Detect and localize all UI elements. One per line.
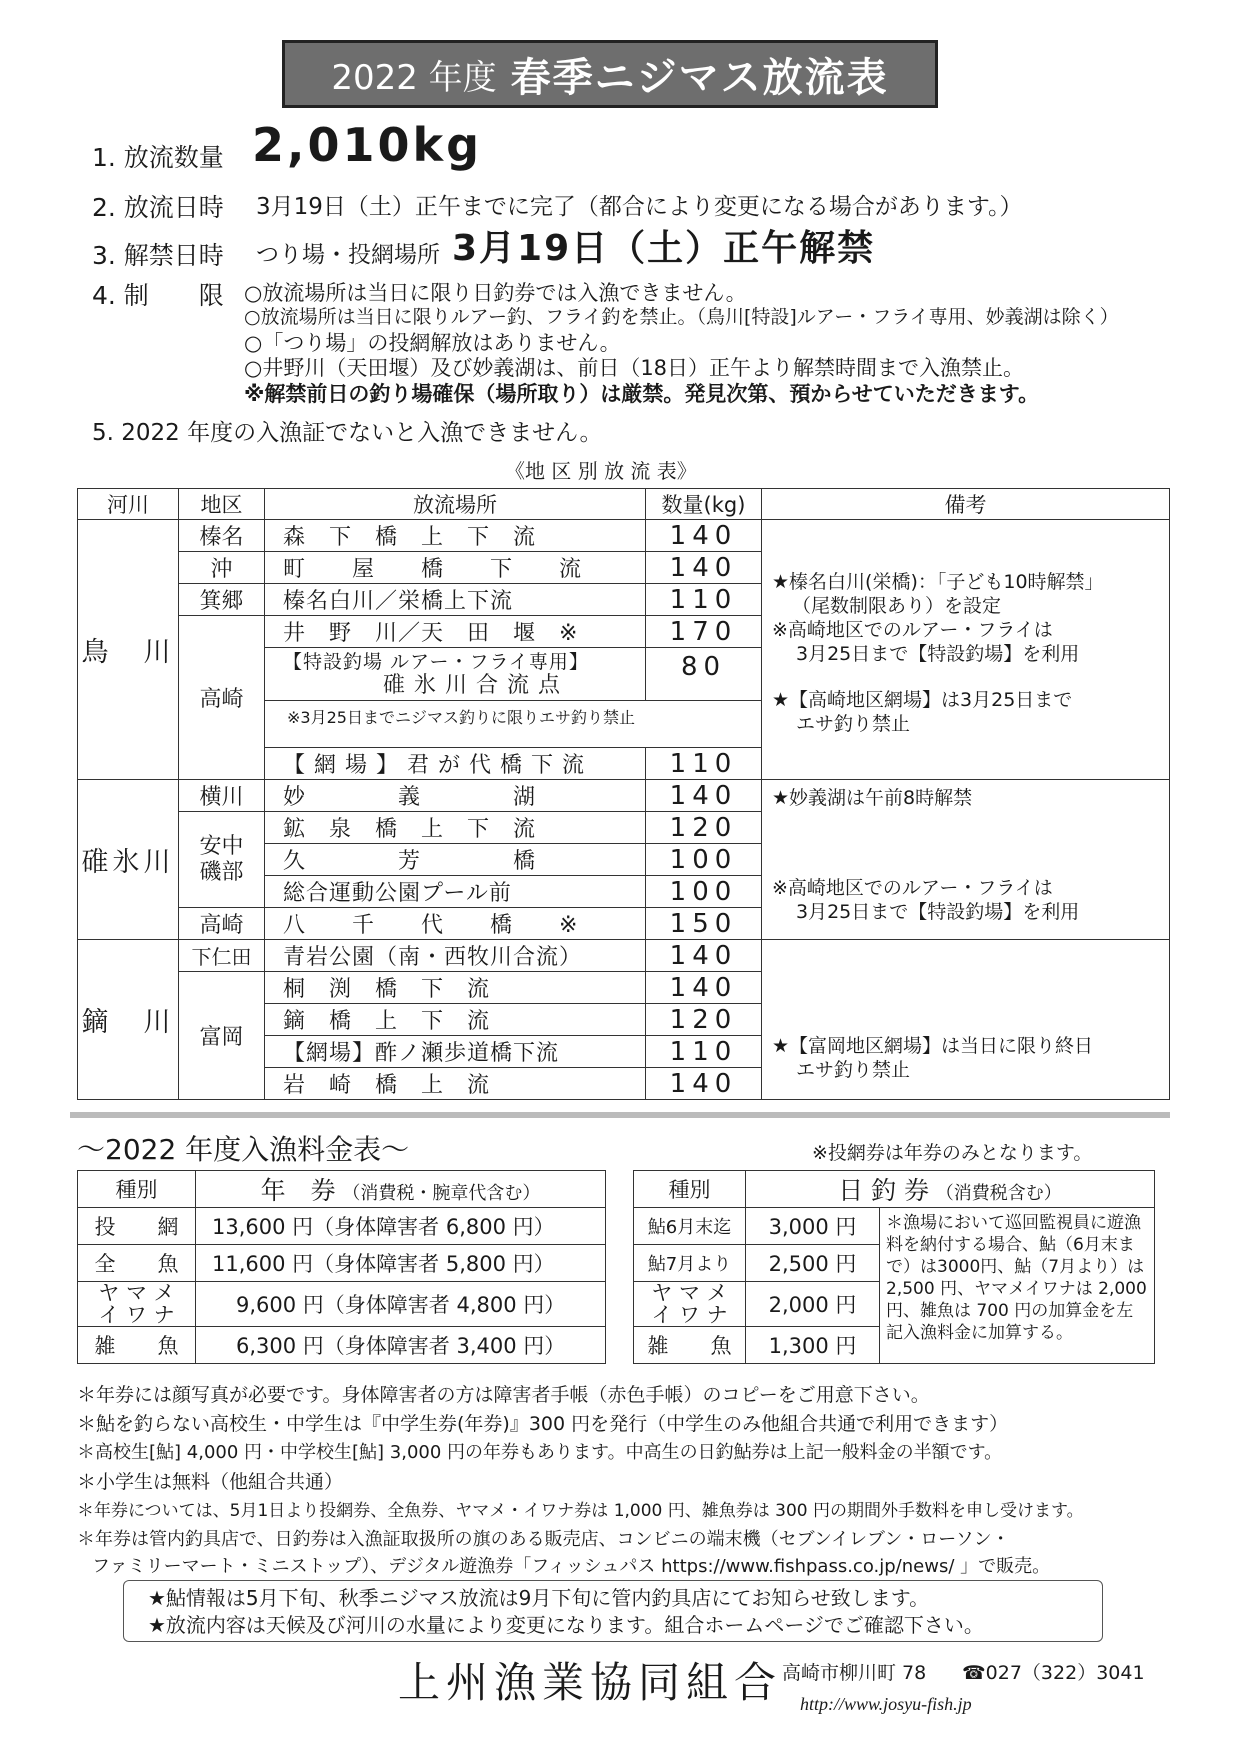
notes-kabura: [762, 940, 1170, 1100]
area-cell: 高崎: [179, 908, 265, 940]
fee-price: 2,500 円: [746, 1245, 880, 1282]
header-river: 河川: [78, 489, 179, 520]
fee-type: 雑 魚: [634, 1327, 746, 1364]
restriction-2: ○放流場所は当日に限りルアー釣、フライ釣を禁止。（鳥川[特設]ルアー・フライ専用、妙義湖は除く）: [244, 306, 1119, 328]
place-cell: 久 芳 橋: [265, 844, 646, 876]
restriction-1: ○放流場所は当日に限り日釣券では入漁できません。: [244, 281, 747, 305]
place-cell: 【 網 場 】 君 が 代 橋 下 流: [265, 748, 646, 780]
header-annual: [196, 1171, 606, 1208]
place-cell: [265, 648, 646, 701]
note-line: エサ釣り禁止: [796, 1059, 911, 1081]
qty-cell: 110: [646, 584, 762, 616]
fee-price: 1,300 円: [746, 1327, 880, 1364]
qty-cell: 120: [646, 812, 762, 844]
place-cell: 桐 渕 橋 下 流: [265, 972, 646, 1004]
organization-url[interactable]: http://www.josyu-fish.jp: [800, 1694, 972, 1714]
fee-heading: 〜2022 年度入漁料金表〜: [77, 1133, 410, 1166]
qty-cell: 140: [646, 520, 762, 552]
place-cell: 八 千 代 橋 ※: [265, 908, 646, 940]
table-row: [78, 520, 1170, 552]
qty-cell: 110: [646, 748, 762, 780]
place-cell: 町 屋 橋 下 流: [265, 552, 646, 584]
special-note: ※3月25日までニジマス釣りに限りエサ釣り禁止: [265, 701, 762, 732]
notes-usui: [762, 780, 1170, 940]
river-usui: 碓氷川: [78, 780, 179, 940]
organization-name: 上州漁業協同組合: [398, 1658, 783, 1707]
restriction-4: ○井野川（天田堰）及び妙義湖は、前日（18日）正午より解禁時間まで入漁禁止。: [244, 356, 1025, 380]
header-type: 種別: [634, 1171, 746, 1208]
note-line: ※高崎地区でのルアー・フライは: [772, 619, 1053, 641]
qty-cell: 100: [646, 876, 762, 908]
fee-type: 全 魚: [78, 1245, 196, 1282]
qty-cell: 110: [646, 1036, 762, 1068]
note-line: エサ釣り禁止: [796, 713, 911, 735]
annual-title: 年 券: [260, 1176, 336, 1205]
page-title: 春季ニジマス放流表: [510, 54, 889, 101]
restriction-5: ※解禁前日の釣り場確保（場所取り）は厳禁。発見次第、預からせていただきます。: [244, 382, 1040, 406]
release-table: [77, 488, 1170, 1100]
qty-cell: 100: [646, 844, 762, 876]
header-type: 種別: [78, 1171, 196, 1208]
daily-fee-note: ＊漁場において巡回監視員に遊漁料を納付する場合、鮎（6月末まで）は3000円、鮎（7月より）は 2,500 円、ヤマメイワナは 2,000 円、雑魚は 700 円の加算金を左記入漁料金に加算する。: [880, 1208, 1155, 1364]
fee-type: 鮎7月より: [634, 1245, 746, 1282]
table-header-row: [634, 1171, 1155, 1208]
area-cell: 高崎: [179, 616, 265, 780]
note-line: ★妙義湖は午前8時解禁: [772, 787, 973, 809]
district-caption: 《地 区 別 放 流 表》: [505, 459, 697, 483]
header-notes: 備考: [762, 489, 1170, 520]
place-cell: 鉱 泉 橋 上 下 流: [265, 812, 646, 844]
qty-cell: 140: [646, 1068, 762, 1100]
table-row: [78, 1208, 606, 1245]
item-1-label: 1. 放流数量: [92, 143, 224, 172]
item-2-label: 2. 放流日時: [92, 193, 224, 222]
fee-type: ヤ マ メ イ ワ ナ: [78, 1282, 196, 1327]
place-cell: 青岩公園（南・西牧川合流）: [265, 940, 646, 972]
notes-karasu: [762, 520, 1170, 780]
header-place: 放流場所: [265, 489, 646, 520]
info-line: ★放流内容は天候及び河川の水量により変更になります。組合ホームページでご確認下さい。: [148, 1613, 984, 1637]
note-line: ★【高崎地区網場】は3月25日まで: [772, 689, 1073, 711]
header-qty: 数量(kg): [646, 489, 762, 520]
place-cell: 総合運動公園プール前: [265, 876, 646, 908]
river-kabura: 鏑 川: [78, 940, 179, 1100]
footnote: ＊小学生は無料（他組合共通）: [77, 1471, 344, 1493]
fee-type: 雑 魚: [78, 1327, 196, 1364]
place-cell: 榛名白川／栄橋上下流: [265, 584, 646, 616]
daily-fee-table: [633, 1170, 1155, 1364]
table-row: [78, 780, 1170, 812]
place-line: 碓 氷 川 合 流 点: [383, 673, 561, 698]
header-area: 地区: [179, 489, 265, 520]
restriction-3: ○「つり場」の投網解放はありません。: [244, 331, 621, 355]
release-amount: 2,010kg: [252, 118, 483, 172]
item-5: 5. 2022 年度の入漁証でないと入漁できません。: [92, 420, 603, 446]
table-row: [78, 1282, 606, 1327]
daily-subtitle: （消費税含む）: [935, 1183, 1062, 1204]
place-cell: 井 野 川／天 田 堰 ※: [265, 616, 646, 648]
area-cell: 横川: [179, 780, 265, 812]
fee-price: 2,000 円: [746, 1282, 880, 1327]
fee-price: 3,000 円: [746, 1208, 880, 1245]
title-banner: [282, 40, 938, 108]
place-cell: 妙 義 湖: [265, 780, 646, 812]
title-year: 2022 年度: [331, 57, 497, 98]
qty-cell: 140: [646, 780, 762, 812]
qty-cell: 170: [646, 616, 762, 648]
table-header-row: [78, 1171, 606, 1208]
fee-type: 鮎6月末迄: [634, 1208, 746, 1245]
info-line: ★鮎情報は5月下旬、秋季ニジマス放流は9月下旬に管内釣具店にてお知らせ致します。: [148, 1586, 930, 1610]
place-cell: 鏑 橋 上 下 流: [265, 1004, 646, 1036]
table-row: [78, 1327, 606, 1364]
open-places: つり場・投網場所: [256, 242, 440, 268]
organization-phone: ☎027（322）3041: [962, 1662, 1145, 1684]
item-3-label: 3. 解禁日時: [92, 241, 224, 270]
fee-type: 投 網: [78, 1208, 196, 1245]
qty-cell: 120: [646, 1004, 762, 1036]
area-cell: 安中 磯部: [179, 812, 265, 908]
area-cell: 富岡: [179, 972, 265, 1100]
fee-type: ヤ マ メ イ ワ ナ: [634, 1282, 746, 1327]
item-4-label: 4. 制 限: [92, 281, 224, 310]
river-karasu: 鳥 川: [78, 520, 179, 780]
footnote: ファミリーマート・ミニストップ）、デジタル遊漁券「フィッシュパス https://www.fishpass.co.jp/news/ 」で販売。: [92, 1556, 1051, 1577]
annual-subtitle: （消費税・腕章代含む）: [342, 1183, 541, 1204]
note-line: 3月25日まで【特設釣場】を利用: [796, 901, 1080, 923]
footnote: ＊年券には顔写真が必要です。身体障害者の方は障害者手帳（赤色手帳）のコピーをご用意下さい。: [77, 1384, 930, 1406]
fee-price: 6,300 円（身体障害者 3,400 円）: [196, 1327, 606, 1364]
annual-fee-table: [77, 1170, 606, 1364]
info-box: [123, 1580, 1103, 1642]
daily-title: 日 釣 券: [838, 1176, 930, 1205]
section-divider: [70, 1112, 1170, 1118]
note-line: ★榛名白川(栄橋)：「子ども10時解禁」: [772, 571, 1104, 593]
place-cell: 【網場】酢ノ瀬歩道橋下流: [265, 1036, 646, 1068]
footnote: ＊高校生[鮎] 4,000 円・中学校生[鮎] 3,000 円の年券もあります。中高生の日釣鮎券は上記一般料金の半額です。: [77, 1442, 1003, 1463]
table-row: [634, 1208, 1155, 1245]
qty-cell: 140: [646, 972, 762, 1004]
table-header-row: [78, 489, 1170, 520]
release-datetime: 3月19日（土）正午までに完了（都合により変更になる場合があります。）: [256, 194, 1023, 220]
qty-cell: 80: [646, 648, 762, 701]
header-daily: [746, 1171, 1155, 1208]
qty-cell: 150: [646, 908, 762, 940]
area-cell: 下仁田: [179, 940, 265, 972]
organization-address: 高崎市柳川町 78: [782, 1662, 927, 1684]
note-line: 3月25日まで【特設釣場】を利用: [796, 643, 1080, 665]
fee-price: 11,600 円（身体障害者 5,800 円）: [196, 1245, 606, 1282]
table-row: [78, 1245, 606, 1282]
footnote: ＊年券については、5月1日より投網券、全魚券、ヤマメ・イワナ券は 1,000 円、雑魚券は 300 円の期間外手数料を申し受けます。: [77, 1501, 1084, 1521]
qty-cell: 140: [646, 552, 762, 584]
area-cell: 榛名: [179, 520, 265, 552]
fee-price: 13,600 円（身体障害者 6,800 円）: [196, 1208, 606, 1245]
net-ticket-note: ※投網券は年券のみとなります。: [812, 1142, 1093, 1164]
fee-price: 9,600 円（身体障害者 4,800 円）: [196, 1282, 606, 1327]
note-line: （尾数制限あり）を設定: [792, 595, 1002, 617]
table-row: [78, 940, 1170, 972]
footnote: ＊鮎を釣らない高校生・中学生は『中学生券(年券)』300 円を発行（中学生のみ他組合共通で利用できます）: [77, 1413, 1009, 1435]
place-line: 【特設釣場 ルアー・フライ専用】: [283, 651, 589, 673]
note-line: ※高崎地区でのルアー・フライは: [772, 877, 1053, 899]
note-line: ★【富岡地区網場】は当日に限り終日: [772, 1035, 1094, 1057]
qty-cell: 140: [646, 940, 762, 972]
area-cell: 沖: [179, 552, 265, 584]
place-cell: 森 下 橋 上 下 流: [265, 520, 646, 552]
open-datetime: 3月19日（土）正午解禁: [452, 228, 876, 269]
place-cell: 岩 崎 橋 上 流: [265, 1068, 646, 1100]
area-cell: 箕郷: [179, 584, 265, 616]
footnote: ＊年券は管内釣具店で、日釣券は入漁証取扱所の旗のある販売店、コンビニの端末機（セブンイレブン・ローソン・: [77, 1529, 1010, 1550]
